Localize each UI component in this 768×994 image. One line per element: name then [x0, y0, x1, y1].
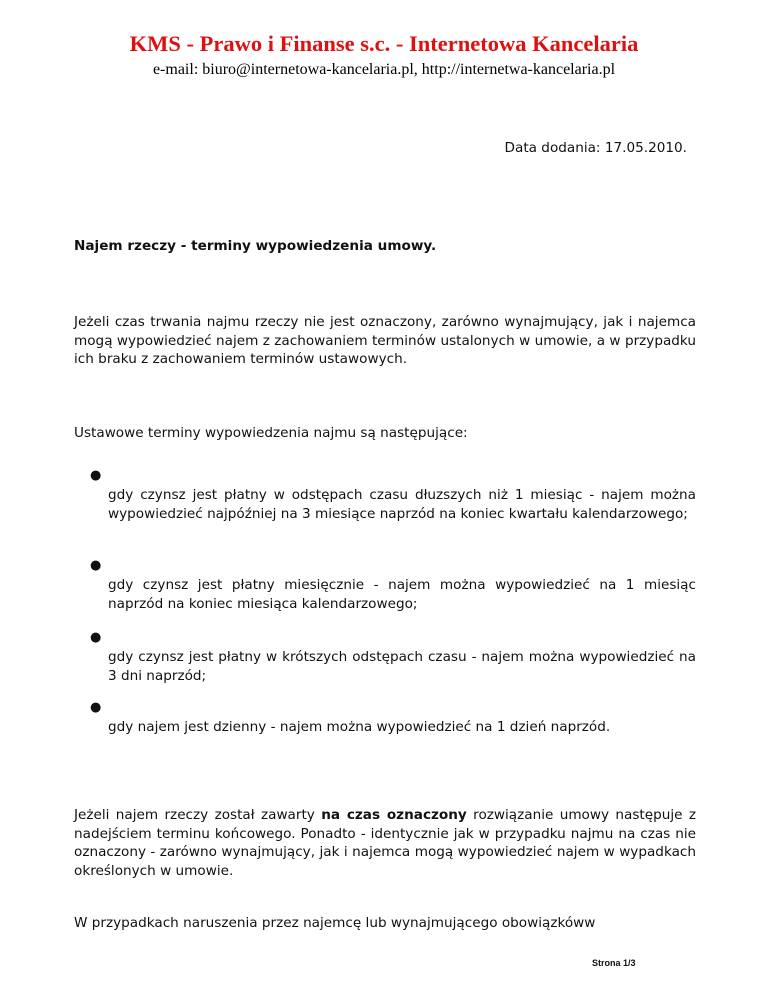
list-item-text: gdy czynsz jest płatny miesięcznie - najem można wypowiedzieć na 1 miesiąc naprzód na koniec miesiąca kalendarzowego;: [108, 577, 696, 612]
paragraph-fixed-term: [74, 806, 696, 880]
paragraph-statutory-terms: Ustawowe terminy wypowiedzenia najmu są następujące:: [74, 425, 468, 441]
paragraph-intro: Jeżeli czas trwania najmu rzeczy nie jest oznaczony, zarówno wynajmujący, jak i najemca mogą wypowiedzieć najem z zachowaniem terminów ustalonych w umowie, a w przypadku ich braku z zachowaniem terminów ustawowych.: [74, 314, 696, 367]
paragraph-fixed-term-bold: na czas oznaczony: [321, 807, 467, 823]
paragraph-fixed-term-after: rozwiązanie umowy następuje z nadejściem terminu końcowego. Ponadto - identycznie jak w przypadku najmu na czas nie oznaczony - zarówno wynajmujący, jak i najemca mogą wypowiedzieć najem w wypadkach określonych w umowie.: [74, 807, 696, 879]
bullet-icon: ●: [90, 630, 102, 645]
list-item: [74, 558, 696, 613]
page-number: Strona 1/3: [592, 958, 636, 968]
date-added: Data dodania: 17.05.2010.: [504, 140, 687, 156]
firm-title: KMS - Prawo i Finanse s.c. - Internetowa Kancelaria: [129, 31, 639, 56]
list-item: [74, 468, 696, 523]
bullet-icon: ●: [90, 468, 102, 483]
list-item-text: gdy najem jest dzienny - najem można wypowiedzieć na 1 dzień naprzód.: [108, 719, 611, 735]
bullet-icon: ●: [90, 700, 102, 715]
list-item-text: gdy czynsz jest płatny w odstępach czasu dłuzszych niż 1 miesiąc - najem można wypowiedzieć najpóźniej na 3 miesiące naprzód na koniec kwartału kalendarzowego;: [108, 487, 696, 522]
firm-contact: e-mail: biuro@internetowa-kancelaria.pl, http://internetwa-kancelaria.pl: [152, 61, 616, 78]
paragraph-fixed-term-before: Jeżeli najem rzeczy został zawarty: [74, 807, 322, 823]
paragraph-violations: W przypadkach naruszenia przez najemcę lub wynajmującego obowiązkóww: [74, 915, 596, 931]
bullet-icon: ●: [90, 558, 102, 573]
article-heading: Najem rzeczy - terminy wypowiedzenia umowy.: [74, 238, 437, 254]
list-item-text: gdy czynsz jest płatny w krótszych odstępach czasu - najem można wypowiedzieć na 3 dni naprzód;: [108, 649, 696, 684]
list-item: [74, 700, 696, 737]
list-item: [74, 630, 696, 685]
document-header: [0, 30, 768, 79]
